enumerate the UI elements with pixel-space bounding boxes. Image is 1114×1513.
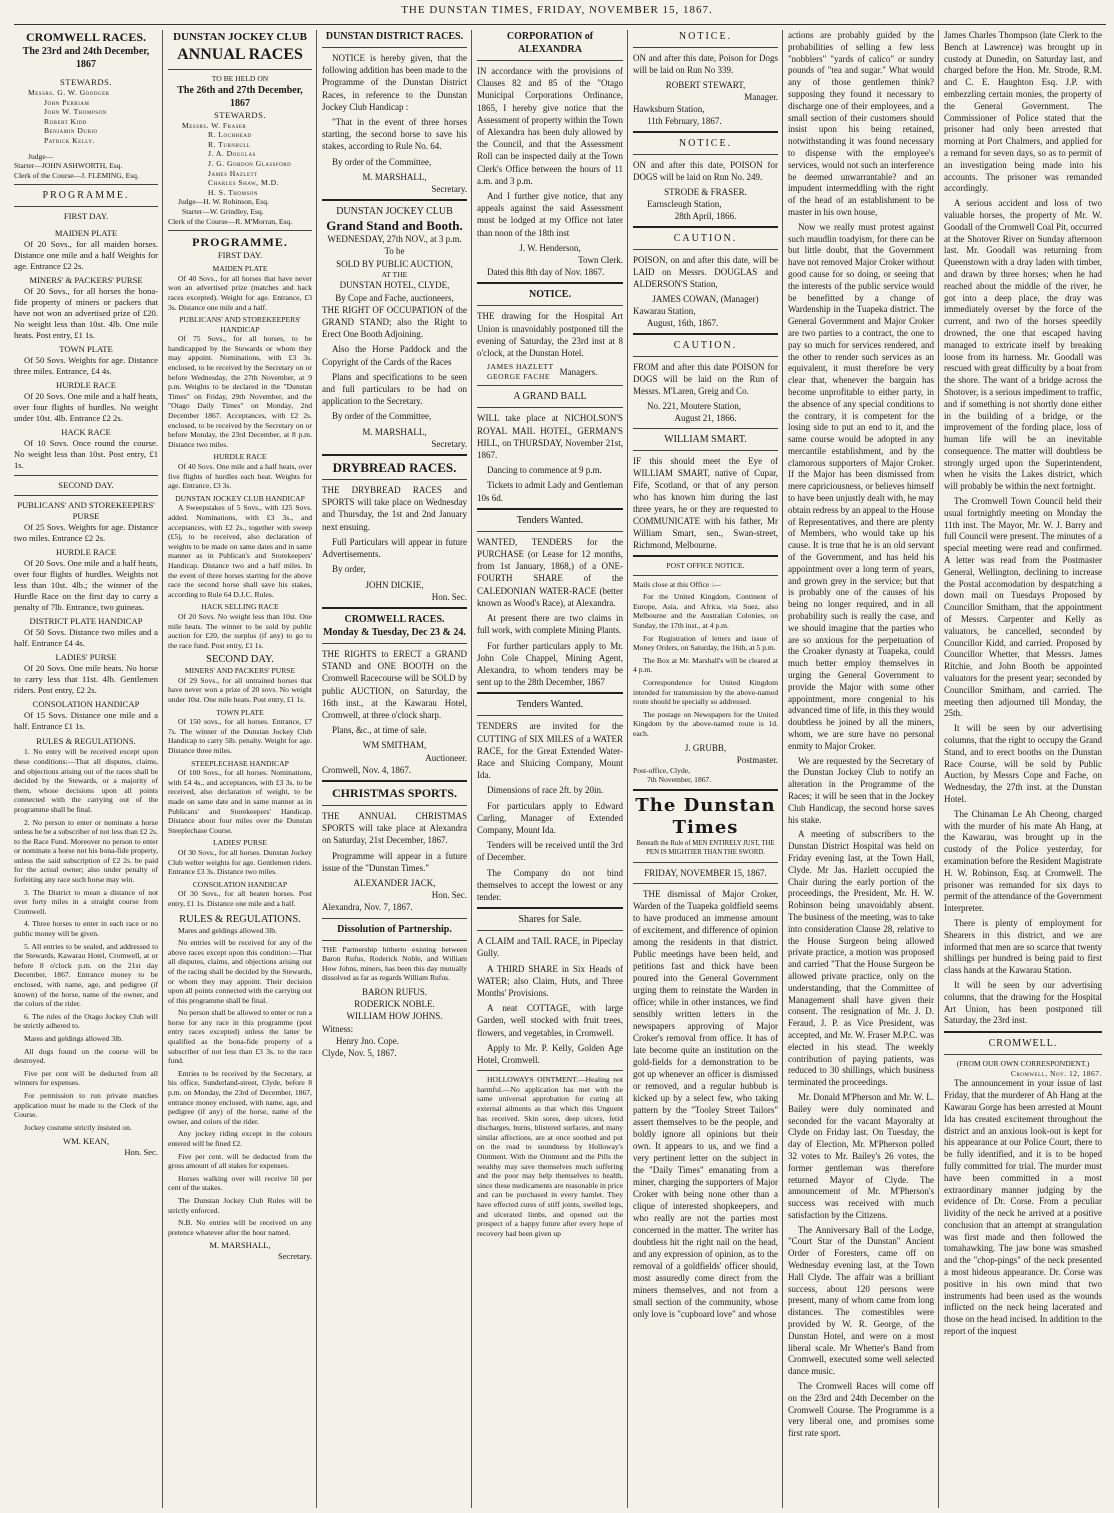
ad-title: CORPORATION of ALEXANDRA <box>506 31 594 55</box>
ad-text: IF this should meet the Eye of WILLIAM SMART, native of Cupar, Fife, Scotland, or that of any person who has known him during the last three years, he or they are requested to COMMUNICATE with his father, Mr William Smart, sen., Swan-street, Richmond, Melbourne. <box>633 456 778 550</box>
race-heading: CONSOLATION HANDICAP <box>32 699 140 710</box>
column-1 <box>10 30 162 1508</box>
race-text: Of 10 Sovs. Once round the course. No weight less than 10st. Post entry, £1 1s. <box>14 438 158 471</box>
ad-text: THE Partnership hitherto existing between Baron Rufus, Roderick Noble, and William How Johns, miners, has been this day mutually dissolved as far as regards William Rufus. <box>322 944 467 983</box>
signature: WILLIAM HOW JOHNS. <box>346 1011 443 1022</box>
signature: WM SMITHAM, <box>362 740 427 751</box>
ad-text: Correspondence for United Kingdom intended for transmission by the above-named route should be specially so addressed. <box>633 677 778 707</box>
column-7 <box>940 30 1106 1508</box>
judge: Judge—H. W. Robinson, Esq. <box>178 197 269 207</box>
ad-title: WILLIAM SMART. <box>664 434 747 445</box>
day-heading: FIRST DAY. <box>217 250 263 261</box>
column-rule <box>162 30 163 1508</box>
clerk: Clerk of the Course—R. M'Morran, Esq. <box>168 216 293 226</box>
ad-text: THE ANNUAL CHRISTMAS SPORTS will take place at Alexandra on Saturday, 21st December, 1867. <box>322 810 467 846</box>
top-rule <box>14 24 1106 25</box>
rule: N.B. No entries will be received on any pretence whatever after the hour named. <box>168 1218 312 1237</box>
ad-title: NOTICE. <box>678 138 733 149</box>
ad-text: THE drawing for the Hospital Art Union is unavoidably postponed till the evening of Saturday, the 23rd inst at 8 o'clock, at the Dunstan Hotel. <box>477 311 623 359</box>
race-heading: DUNSTAN JOCKEY CLUB HANDICAP <box>175 493 305 503</box>
ad-title: Tenders Wanted. <box>516 514 584 526</box>
ad-text: Plans, &c., at time of sale. <box>332 725 427 736</box>
ad-text: Also the Horse Paddock and the Copyright of the Cards of the Races <box>322 344 467 367</box>
signature-title: Auctioneer. <box>425 752 467 763</box>
editorial-text: actions are probably guided by the probabilities of selling a few less "nobblers" "yards of calico" or sundry pounds of "tea and sugar." What would any of those gentlemen think? supposing they found it necessary to discharge one of their employees, and a small section of their customers should insist upon his being retained, notwithstanding it was found necessary to dispense with the employee's services, would not such an interference be deemed unwarrantable? and an impudent intermeddling with the right of the head of an establishment to be master in his own house, <box>788 30 934 217</box>
column-rule <box>471 30 472 1508</box>
news-item: There is plenty of employment for Shearers in this district, and we are informed that men are so scarce that twenty shillings per hundred is being paid to first class hands at the Kawarau Station. <box>944 917 1102 976</box>
rule: Five per cent. will be deducted from the gross amount of all stakes for expenses. <box>168 1151 312 1171</box>
race-text: Of 75 Sovs., for all horses, to be handicapped by the Stewards or whom they may appoint. Nominations, with £3 3s. enclosed, to be received by the Secretary on or before Wednesday, the 27th November, at 9 p.m. Weights to be declared in the "Dunstan Times" on Friday, 29th November, and the "Otago Daily Times" on Monday, 2nd December 1867. Acceptances, with £2 2s. enclosed, to be received by the Secretary on or before Monday, the 23rd December, at 8 p.m. Distance two miles. <box>168 334 312 449</box>
rule: 2. No person to enter or nominate a horse unless he be a subscriber of not less than £2 2s. to the Race Fund. Moreover no person to enter or nominate a horse not his bona-fide property, unless the said subscription of £2 2s. be paid for the actual owner; also under penalty of forfeiting any race such horse may win. <box>14 817 158 885</box>
news-item: The Cromwell Races will come off on the 23rd and 24th December on the Cromwell Course. The Programme is a very liberal one, and promises some first rate sport. <box>788 1381 934 1439</box>
ad-text: For Registration of letters and issue of Money Orders, on Saturday, the 16th, at 5 p.m. <box>633 633 778 653</box>
column-2 <box>164 30 316 1508</box>
signature-title: Postmaster. <box>736 754 778 765</box>
ad-title: DUNSTAN DISTRICT RACES. <box>325 31 464 42</box>
editorial-text: Now we really must protest against such maudlin toadyism, for there can be but little doubt, that the Government have not removed Major Croker without good cause for so doing, or seeing that the interests of the public service would be benefitted by a change of Wardenship in the Tuapeka district. The General Government and Major Croker are two parties to a contract, the one to pay so much for services rendered, and the other to render such services as an equivalent, it must therefore be very clear that, whenever the bargain has become unprofitable to either party, in the absence of any special conditions to the contrary, it is competent for the losing side to put an end to it, and the same course would be adopted in any mercantile establishment, and by the clamorous supporters of Major Croker. If the Major has been dismissed from mere capriciousness, or believes himself to have been unjustly dealt with, he may obtain redress by an appeal to the House of Representatives, and there are plenty of Members, who would take up his cause. It is true that he is an old servant of the Government, and has held his appointment over a long term of years, and grown grey in the service; but that is probably one of the causes of his being no longer required, and in all probability such is really the case, and we should imagine that the parties who are so anxious for the perpetuation of the Croaker dynasty at Tuapeka, could much better employ themselves in urging the General Government to provide the Major with some other appointment, more congenial to his advanced time of life, in this they would doubtless be joined by all the miners, whom, we are sure have no personal enmity to Major Croker. <box>788 221 934 751</box>
race-text: Of 50 Sovs. Weights for age. Distance three miles. Entrance, £4 4s. <box>14 355 158 377</box>
section-heading: CROMWELL. <box>988 1038 1058 1050</box>
steward: Benjamin Dubio <box>44 126 98 136</box>
rule: No person shall be allowed to enter or run a horse for any race in this programme (post entry races excepted) unless the latter be qualified as the bona-fide property of a subscriber of not less than £3 3s. to the race fund. <box>168 1008 312 1066</box>
steward: Robert Kidd <box>44 116 87 126</box>
ad-dates: The 23rd and 24th December, 1867 <box>22 46 150 70</box>
signature-title: Manager. <box>744 92 778 102</box>
signature: J. W. Henderson, <box>519 242 581 253</box>
starter: Starter—W. Grindley, Esq. <box>182 206 264 216</box>
race-heading: MINERS' & PACKERS' PURSE <box>29 275 143 286</box>
ad-text: August 21, 1866. <box>674 413 737 423</box>
ad-text: August, 16th, 1867. <box>647 318 719 328</box>
race-text: Of 150 sovs., for all horses. Entrance, £7 7s. The winner of the Dunstan Jockey Club Handicap to carry 5lb. penalty. Weight for age. Distance three miles. <box>168 717 312 756</box>
ad-text: By Cope and Fache, auctioneers, <box>335 292 454 303</box>
ad-title: CROMWELL RACES. <box>344 613 445 625</box>
rule: 6. The rules of the Otago Jockey Club will be strictly adhered to. <box>14 1011 158 1031</box>
rule: Horses walking over will receive 50 per cent of the stakes. <box>168 1173 312 1193</box>
race-text: Of 20 Sovs. No weight less than 10st. One mile heats. The winner to be sold by public auction for £20, the surplus (if any) to go to the race fund. Post entry, £1 1s. <box>168 611 312 650</box>
race-heading: HACK SELLING RACE <box>201 602 279 612</box>
ad-title: CROMWELL RACES. <box>25 30 147 44</box>
race-text: Of 30 Sovs., for all beaten horses. Post entry, £1 1s. Distance one mile and a half. <box>168 889 312 908</box>
ad-text: Tenders will be received until the 3rd of December. <box>477 840 623 863</box>
news-item: It will be seen by our advertising columns, that the right to occupy the Grand Stand, and to erect booths on the Dunstan Race Course, will be sold by Public Auction, by Messrs Cope and Fache, on Wednesday, the 27th inst. at the Dunstan Hotel. <box>944 723 1102 804</box>
news-item: A meeting of subscribers to the Dunstan District Hospital was held on Friday evening last, at the Town Hall, Clyde. Mr Jas. Hazlett occupied the Chair during the early portion of the proceedings, the President, Mr. H. W. Robinson being unavoidably absent. The business of the meeting, was to take into consideration Clause 28, relative to the House Surgeon being allowed private practice, a motion was proposed and carried "That the House Surgeon be allowed private practice, only on the understanding, that the Committee of Management shall have given their consent. The resignation of Mr. J. D. Feraud, J. P. as Vice President, was accepted, and Mr. W. Fraser M.P.C. was elected in his stead. The weekly contribution of paying patients, was reduced to 30 shillings, which business terminated the proceedings. <box>788 829 934 1088</box>
editorial-text: THE dismissal of Major Croker, Warden of the Tuapeka goldfield seems to have produced an immense amount of excitement, and difference of opinion among the residents in that district. Public meetings have been held, and petitions fast and thick have been poured into the General Government urging them to reinstate the Warden in office; while in other instances, we find sensibly written letters in the newspapers approving of Major Croker's removal from office. It has of late become quite an institution on the gold-fields for a demonstration to be got up whenever an officer is dismissed or removed, and a regular hubbub is kicked up by a select few, who taking pattern by the "Tooley Street Tailors" assert themselves to be the people, and boldly ignore all opinions but their own. It appears to us, and we find a very pertinent letter on the subject in the "Daily Times" emanating from a miner, charging the supporters of Major Croker with being none other than a clique of interested shopkeepers, and who really are not the parties most concerned in the matter. The writer has doubtless hit the right nail on the head, and any expression of opinion, as to the removal of a goldfields' officer should, most assuredly come direct from the miners themselves, and not from a small section of the community, whose only love is "cupboard love" and whose <box>633 888 778 1319</box>
steward: James Hazlett <box>208 168 258 178</box>
steward: R. Turnbull <box>208 139 251 149</box>
signature-title: Hon. Sec. <box>124 1147 158 1158</box>
news-item: We are requested by the Secretary of the Dunstan Jockey Club to notify an alteration in the Programme of the Races; it will be seen that in the Jockey Club Handicap, the second horse saves his stake. <box>788 755 934 825</box>
rule: Mares and geldings allowed 3lb. <box>24 1033 123 1043</box>
signature: STRODE & FRASER. <box>664 187 747 197</box>
ad-text: Earnscleugh Station, <box>647 199 722 209</box>
ad-text: Full Particulars will appear in future Advertisements. <box>322 536 467 560</box>
race-text: Of 25 Sovs. Weights for age. Distance two miles. Entrance £2 2s. <box>14 522 158 544</box>
ad-text: WANTED, TENDERS for the PURCHASE (or Lease for 12 months, from 1st January, 1868,) of a ONE-FOURTH SHARE of the CALEDONIAN WATER-RACE (better known as Wood's Race), at Alexandra. <box>477 536 623 608</box>
judge: Judge— <box>28 151 54 161</box>
ad-text: Clyde, Nov. 5, 1867. <box>322 1047 397 1058</box>
ad-text: Programme will appear in a future issue of the "Dunstan Times." <box>322 850 467 873</box>
ad-text: The postage on Newspapers for the United Kingdom by the above-named route is 1d. each. <box>633 709 778 738</box>
ad-text: Cromwell, Nov. 4, 1867. <box>322 764 412 775</box>
rule: The Dunstan Jockey Club Rules will be strictly enforced. <box>168 1195 312 1215</box>
column-4 <box>473 30 627 1508</box>
ad-text: By order of the Committee, <box>332 156 432 167</box>
ad-text: Mails close at this Office :— <box>633 579 721 589</box>
ad-title: Tenders Wanted. <box>516 699 584 711</box>
rule: 5. All entries to be sealed, and addressed to the Stewards, Kawarau Hotel, Cromwell, at or before 8 o'clock p.m. on the 21st day December, 1867. Entrance money to be enclosed, with name, age, and pedigree (if known) of the horse, name of the owner, and the colors of the rider. <box>14 941 158 1009</box>
ad-text: Dancing to commence at 9 p.m. <box>487 465 602 476</box>
race-heading: PUBLICANS' AND STOREKEEPERS' HANDICAP <box>179 315 301 334</box>
masthead: THE DUNSTAN TIMES, FRIDAY, NOVEMBER 15, 1867. <box>401 4 713 16</box>
rule: All dogs found on the course will be destroyed. <box>14 1046 158 1066</box>
ad-text: Hawksburn Station, <box>633 104 705 114</box>
signature: M. MARSHALL, <box>362 426 427 437</box>
ad-text: POISON, on and after this date, will be LAID on Messrs. DOUGLAS and ALDERSON'S Station, <box>633 255 778 289</box>
ad-title: CAUTION. <box>673 340 738 351</box>
starter: Starter—JOHN ASHWORTH, Esq. <box>14 161 123 171</box>
ad-text: FROM and after this date POISON for DOGS will be laid on the Run of Messrs. M'Laren, Greig and Co. <box>633 362 778 396</box>
steward: J. A. Douglas <box>208 149 256 159</box>
ad-title: CHRISTMAS SPORTS. <box>332 785 457 800</box>
ad-title: Shares for Sale. <box>518 914 582 926</box>
ad-text: DUNSTAN HOTEL, CLYDE, <box>339 280 450 291</box>
ad-text: Dimensions of race 2ft. by 20in. <box>487 785 604 796</box>
news-item: A serious accident and loss of two valuable horses, the property of Mr. W. Goodall of the Cromwell Coal Pit, occurred at the Shotover River on Sunday afternoon last. Mr. Goodall was returning from Queenstown with a dray laden with timber, and drawn by three horses; when he had reached about the middle of the river, he got into a deep place, the dray was immediately overset by the force of the current, and two of the horses speedily drowned, the one that escaped having managed to extricate itself by breaking loose from its harness. Mr. Goodall was rescued with great difficulty by a boat from the shore. The want of a bridge across the Shotover, is a serious impediment to traffic, and if something is not shortly done either in the building of a bridge, or the improvement of the fording place, loss of human life will be an inevitable consequence. The matter will doubtless be strongly urged upon the Superintendent, when he visits the Lakes district, which will probably be within the next fortnight. <box>944 198 1102 492</box>
signature: M. MARSHALL, <box>362 171 427 182</box>
ad-text: THE RIGHT OF OCCUPATION of the GRAND STAND; also the Right to Erect One Booth Adjoining. <box>322 304 467 340</box>
race-text: Of 20 Sovs. One mile heats. No horse to carry less that 11st. 4lb. Gentlemen riders. Post entry, £2 2s. <box>14 663 158 696</box>
newspaper-nameplate: The Dunstan Times <box>635 794 776 838</box>
ad-text: AT THE <box>381 269 408 279</box>
ad-text: The Company do not bind themselves to accept the lowest or any tender. <box>477 867 623 902</box>
race-heading: MAIDEN PLATE <box>54 228 118 239</box>
race-text: Of 40 Sovs. One mile and a half heats, over five flights of hurdles each heat. Weights for age. Entrance, £3 3s. <box>168 462 312 491</box>
ad-text: THE DRYBREAD RACES and SPORTS will take place on Wednesday and Thursday, the 1st and 2nd January next ensuing. <box>322 485 467 532</box>
news-item: James Charles Thompson (late Clerk to the Bench at Lawrence) was brought up in custody at Dunedin, on Saturday last, and charged before the Hon. Mr. Strode, R.M. and C. E. Haughton Esq. J.P. with embezzling certain monies, the property of the General Government. The Commissioner of Police stated that the prisoner had only been arrested that morning at Port Chalmers, and applied for a remand for seven days, so as to permit of an investigation being made into his accounts. The prisoner was remanded accordingly. <box>944 30 1102 194</box>
column-3 <box>318 30 471 1508</box>
signature-title: Secretary. <box>277 1251 312 1262</box>
race-text: A Sweepstakes of 5 Sovs., with 125 Sovs. added. Nominations, with £3 3s., and acceptances, with £2 2s., together with sweep (£5), to be received, also declaration of weights to be made on same dates and in same manner as in Publican's and Storekeepers' Handicap. Distance two and a half miles. In the event of three horses starting for the above race the second horse shall save his stakes, according to Rule 64 D.J.C. Rules. <box>168 503 312 599</box>
ad-text: By order, <box>332 564 366 575</box>
ad-text: "That in the event of three horses starting, the second horse to save his stakes, according to Rule No. 64. <box>322 117 467 152</box>
race-text: Of 15 Sovs. Distance one mile and a half. Entrance £1 1s. <box>14 710 158 732</box>
rule: Jockey costume strictly insisted on. <box>24 1122 132 1132</box>
ad-text: And I further give notice, that any appeals against the said Assessment must be lodged at my Office not later than noon of the 18th inst <box>477 191 623 238</box>
ad-text: Henry Jno. Cope. <box>336 1035 399 1046</box>
ad-title: POST OFFICE NOTICE. <box>666 561 745 570</box>
ad-text: HOLLOWAYS OINTMENT.—Healing not harmful.—No application has met with the same universal approbation for curing all external ailments as that which this Unguent has received. Skin sores, deep ulcers, fetid discharges, burns, blistered surfaces, and many similar affections, are at once soothed and put on the road to soundness by Holloway's Ointment. With the Ointment and the Pills the wealthy may save themselves much suffering and the poor may help themselves to health, since these medicaments are reasonable in price and can be purchased in every hamlet. They have effected cures of stiff joints, swelled legs, and ulcerated limbs, and opened out the prospect of a happy future after every hope of recovery had been given up <box>477 1075 623 1238</box>
race-heading: LADIES' PURSE <box>213 838 267 848</box>
column-6 <box>784 30 938 1508</box>
ad-title: NOTICE. <box>529 289 571 301</box>
ad-text: IN accordance with the provisions of Clauses 82 and 85 of the "Otago Municipal Corporations Ordinance, 1865, I hereby give notice that the Assessment of property within the Town of Alexandra has been duly allowed by the Council, and that the Assessment Roll can be inspected daily at the Town Clerk's Office between the hours of 11 a.m. and 3 p.m. <box>477 66 623 186</box>
news-item: The Chinaman Le Ah Cheong, charged with the murder of his mate Ah Hang, at the Kawarau, was brought up in the custody of the Police yesterday, for examination before the Resident Magistrate H. W. Robinson, Esq. at Cromwell. The prisoner was remanded for six days to permit of the attendance of the Government Interpreter. <box>944 808 1102 914</box>
ad-text: Post-office, Clyde, <box>633 765 691 775</box>
programme-heading: PROGRAMME. <box>192 235 288 250</box>
race-heading: LADIES' PURSE <box>55 652 117 663</box>
steward: R. Lochhead <box>208 130 252 140</box>
steward: Messrs. W. Fraser <box>182 120 247 130</box>
ad-text: Plans and specifications to be seen and full particulars to be had on application to the Secretary. <box>322 371 467 407</box>
rules-heading: RULES & REGULATIONS. <box>36 736 136 747</box>
manager-name: JAMES HAZLETT <box>487 362 554 372</box>
dateline: Cromwell, Nov. 12, 1867. <box>1010 1068 1102 1078</box>
race-text: Of 29 Sovs., for all untrained horses that have never won a prize of 20 sovs. No weight under 10st. One mile heats. Post entry, £1 1s. <box>168 675 312 705</box>
rule: 1. No entry will be received except upon these conditions:—That all disputes, claims, and objections arising out of the races shall be decided by the Stewards, or a majority of them, whose decisions upon all points connected with the carrying out of the programme shall be final. <box>14 747 158 814</box>
rules-heading: RULES & REGULATIONS. <box>179 913 301 925</box>
race-text: Of 20 Sovs., for all maiden horses. Distance one mile and a half Weights for age. Entrance £2 2s. <box>14 239 158 272</box>
ad-text: Kawarau Station, <box>633 306 696 316</box>
day-heading: SECOND DAY. <box>206 654 274 666</box>
ad-text: No. 221, Moutere Station, <box>647 401 741 411</box>
ad-text: Apply to Mr. P. Kelly, Golden Age Hotel, Cromwell. <box>477 1042 623 1065</box>
signature-title: Secretary. <box>431 438 467 449</box>
ad-text: For particulars apply to Edward Carling, Manager of Extended Company, Mount Ida. <box>477 800 623 835</box>
news-item: The announcement in your issue of last Friday, that the murderer of Ah Hang at the Kawarau Gorge has been arrested at Mount Ida has created excitement throughout the district and an anxious look-out is kept for his appearance at our Police Court, there to be fully identified, and it is to be hoped fully committed for trial. The murder must have been committed in a most extraordinary manner judging by the evidence of Dr. Corse. From a peculiar lividity of the neck he arrived at a positive conclusion that an attempt at strangulation was first made and then followed the tomahawking. The jaw bone was smashed and the "chop-pings" of the neck presented a most hideous appearance. Dr. Corse was positive in his own mind that two instruments had been used as the wounds inflicted on the neck being lacerated and those on the head incised. In addition to the report of the inquest <box>944 1078 1102 1337</box>
steward: H. S. Thomson <box>208 187 258 197</box>
column-rule <box>627 30 628 1508</box>
ad-text: WEDNESDAY, 27th NOV., at 3 p.m. <box>327 234 462 245</box>
stewards-heading: STEWARDS. <box>59 77 112 87</box>
race-text: Of 50 Sovs. Distance two miles and a half. Entrance £4 4s. <box>14 627 158 649</box>
race-heading: HURDLE RACE <box>56 380 116 391</box>
ad-title: Grand Stand and Booth. <box>326 218 463 234</box>
programme-heading: PROGRAMME. <box>42 190 130 202</box>
news-item: It will be seen by our advertising columns, that the drawing for the Hospital Art Union, has been postponed till Saturday, the 23rd inst. <box>944 979 1102 1026</box>
signature: M. MARSHALL, <box>209 1240 271 1251</box>
column-rule <box>938 30 939 1508</box>
signature: JAMES COWAN, (Manager) <box>652 294 759 304</box>
ad-text: Alexandra, Nov. 7, 1867. <box>322 902 413 913</box>
ad-text: 7th November, 1867. <box>647 775 712 785</box>
column-rule <box>316 30 317 1508</box>
steward: Patrick Kelly. <box>44 135 95 145</box>
ad-text: Witness: <box>322 1023 354 1034</box>
ad-title: Monday & Tuesday, Dec 23 & 24. <box>323 626 466 638</box>
race-heading: PUBLICANS' AND STOREKEEPERS' PURSE <box>17 500 155 522</box>
race-heading: TOWN PLATE <box>59 344 113 355</box>
ad-text: ON and after this date, Poison for Dogs will be laid on Run No 339. <box>633 53 778 75</box>
ad-text: ON and after this date, POISON for DOGS will be laid on Run No. 249. <box>633 160 778 182</box>
news-item: The Anniversary Ball of the Lodge, "Court Star of the Dunstan" Ancient Order of Foresters, came off on Wednesday evening last, at the Town Hall Clyde. The affair was a brilliant success, about 120 persons were present, many of whom came from long distances. The comestibles were provided by W. R. George, of the Dunstan Hotel, and were on a most liberal scale. Mr Whetter's Band from Cromwell, executed some well selected dance music. <box>788 1224 934 1377</box>
ad-title: A GRAND BALL <box>513 391 587 403</box>
signature: ROBERT STEWART, <box>665 80 746 90</box>
column-rule <box>782 30 783 1508</box>
signature: WM. KEAN, <box>62 1136 110 1147</box>
column-5 <box>629 30 782 1508</box>
clerk: Clerk of the Course—J. FLEMING, Esq. <box>14 170 139 180</box>
steward: John Perriam <box>44 97 90 107</box>
news-item: Mr. Donald M'Pherson and Mr. W. L. Bailey were duly nominated and seconded for the vacant Mayoralty at Clyde on Friday last. On Tuesday, the day of Election, Mr. M'Pherson polled 32 votes to Mr. Bailey's 26 votes, the former gentleman was therefore returned Mayor of Clyde. The announcement of Mr. M'Pherson's success was received with much satisfaction by the Citizens. <box>788 1091 934 1220</box>
signature: JOHN DICKIE, <box>365 579 424 590</box>
steward: Charles Shaw, M.D. <box>208 178 280 188</box>
motto: Beneath the Rule of MEN ENTIRELY JUST, THE PEN IS MIGHTIER THAN THE SWORD. <box>636 839 775 857</box>
ad-text: The Box at Mr. Marshall's will be cleared at 4 p.m. <box>633 655 778 675</box>
stewards-heading: STEWARDS. <box>213 109 266 120</box>
ad-text: To be <box>384 246 405 257</box>
ad-text: THE RIGHTS to ERECT a GRAND STAND and ONE BOOTH on the Cromwell Racecourse will be SOLD by public AUCTION, on Saturday, the 16th inst., at the Kawarau Hotel, Cromwell, at three o'clock sharp. <box>322 648 467 720</box>
race-heading: STEEPLECHASE HANDICAP <box>191 758 289 768</box>
race-text: Of 30 Sovs., for all horses. Dunstan Jockey Club welter weights for age. Gentlemen riders. Entrance £3 3s. Distance two miles. <box>168 847 312 877</box>
race-text: Of 20 Sovs., for all horses the bona-fide property of miners or packers that have not won an advertised prize of £20. No weight less than 10st. 4lb. One mile heats. Post entry, £1 1s. <box>14 286 158 341</box>
ad-text: SOLD BY PUBLIC AUCTION, <box>336 258 453 269</box>
steward: John W. Thompson <box>44 107 107 117</box>
ad-text: At present there are two claims in full work, with complete Mining Plants. <box>477 613 623 636</box>
ad-dates: The 26th and 27th December, 1867 <box>177 84 303 109</box>
ad-text: WILL take place at NICHOLSON'S ROYAL MAIL HOTEL, GERMAN'S HILL, on THURSDAY, November 21st, 1867. <box>477 413 623 461</box>
issue-date: FRIDAY, NOVEMBER 15, 1867. <box>644 867 767 878</box>
signature-title: Secretary. <box>431 184 467 195</box>
day-heading: FIRST DAY. <box>63 211 109 222</box>
race-heading: MINERS' AND PACKERS' PURSE <box>184 666 296 676</box>
ad-text: By order of the Committee, <box>332 411 432 422</box>
managers-label: Managers. <box>559 366 598 377</box>
race-heading: CONSOLATION HANDICAP <box>192 879 288 889</box>
ad-title: Dissolution of Partnership. <box>337 923 452 935</box>
race-heading: MAIDEN PLATE <box>212 264 268 274</box>
rule: Entries to be received by the Secretary, at his office, Sunderland-street, Clyde, before 8 p.m. on Monday, the 23rd of December, 1867, entrance money enclosed, with name, age, and pedigree (if any) of the horse, name of the owner, and colors of the rider. <box>168 1068 312 1126</box>
signature: BARON RUFUS. <box>361 986 428 997</box>
rule: No entries will be received for any of the above races except upon this condition:—That all disputes, claims, and objections arising out of the racing shall be decided by the Stewards, or whom they may appoint. Their decision upon all points connected with the carrying out of this programme shall be final. <box>168 938 312 1005</box>
ad-text: Tickets to admit Lady and Gentleman 10s 6d. <box>477 480 623 503</box>
signature-title: Hon. Sec. <box>431 591 467 602</box>
signature: ALEXANDER JACK, <box>353 877 436 888</box>
ad-text: For further particulars apply to Mr. John Cole Chappel, Mining Agent, Alexandra, to whom tenders may be sent up to the 28th December, 1867 <box>477 640 623 688</box>
day-heading: SECOND DAY. <box>58 480 114 491</box>
race-heading: HURDLE RACE <box>213 452 267 462</box>
rule: Mares and geldings allowed 3lb. <box>178 925 277 935</box>
ad-title: NOTICE. <box>678 31 733 42</box>
race-heading: DISTRICT PLATE HANDICAP <box>29 616 143 627</box>
ad-text: TENDERS are invited for the CUTTING of SIX MILES of a WATER RACE, for the Great Extended Water-Race and Sluicing Company, Mount Ida. <box>477 721 623 781</box>
race-text: Of 100 Sovs., for all horses. Nominations, with £4 4s., and acceptances, with £3 3s. to be received, also declaration of weight, to be made on same date and in same manner as in Publicans' and Storekeepers' Handicap. Distance about four miles over the Dunstan Steeplechase Course. <box>168 768 312 835</box>
rule: 4. Three horses to enter in each race or no public money will be given. <box>14 919 158 939</box>
race-heading: HURDLE RACE <box>56 547 116 558</box>
steward: J. G. Gordon Glassford <box>208 158 292 168</box>
ad-text: For the United Kingdom, Continent of Europe, Asia, and Africa, via Suez, also Melbourne and the Australian Colonies, on Sunday, the 17th inst., at 4 p.m. <box>633 592 778 630</box>
signature-title: Hon. Sec. <box>431 890 467 901</box>
ad-text: A CLAIM and TAIL RACE, in Pipeclay Gully. <box>477 936 623 959</box>
ad-title-2: ANNUAL RACES <box>177 46 303 63</box>
ad-text: 28th April, 1866. <box>674 211 737 221</box>
signature: RODERICK NOBLE. <box>354 999 435 1010</box>
race-text: Of 20 Sovs. One mile and a half heats, over four flights of hurdles. No weight under 10st. 4lb. Entrance £2 2s. <box>14 391 158 424</box>
ad-text: A neat COTTAGE, with large Garden, well stocked with fruit trees, flowers, and vegetables, in Cromwell. <box>477 1003 623 1038</box>
manager-name: GEORGE FACHE <box>487 371 551 381</box>
ad-title: DRYBREAD RACES. <box>332 460 457 476</box>
race-text: Of 20 Sovs. One mile and a half heats, over four flights of hurdles. Weights not less than 10st. 4lb.; the winner of the Hurdle Race on the first day to carry a penalty of 7lb. Entrance, two guineas. <box>14 558 158 613</box>
signature-title: Town Clerk. <box>578 255 623 266</box>
rule: Any jockey riding except in the colours entered will be fined £2. <box>168 1129 312 1148</box>
rule: Five per cent will be deducted from all winners for expenses. <box>14 1068 158 1088</box>
correspondent-label: (FROM OUR OWN CORRESPONDENT.) <box>956 1059 1090 1069</box>
race-heading: HACK RACE <box>61 427 111 438</box>
ad-title: DUNSTAN JOCKEY CLUB <box>336 206 453 218</box>
ad-text: A THIRD SHARE in Six Heads of WATER; also Claim, Huts, and Three Months' Provisions. <box>477 963 623 998</box>
ad-title: DUNSTAN JOCKEY CLUB <box>173 31 307 43</box>
race-heading: TOWN PLATE <box>216 707 264 717</box>
steward: Messrs. G. W. Goodger <box>28 88 110 97</box>
ad-text: NOTICE is hereby given, that the following addition has been made to the Programme of the Dunstan District Races, in reference to the Dunstan Jockey Club Handicap : <box>322 53 467 112</box>
ad-text: 11th February, 1867. <box>647 116 722 126</box>
signature: J. GRUBB, <box>684 742 727 753</box>
ad-text: Dated this 8th day of Nov. 1867. <box>487 267 605 278</box>
held-text: TO BE HELD ON <box>211 74 269 83</box>
news-item: The Cromwell Town Council held their usual fortnightly meeting on Monday the 11th inst. The Mayor, Mr. W. J. Barry and full Council were present. The minutes of a special meeting were read and confirmed. A letter was read from the Postmaster General, Wellington, declining to increase the Postal accomodation by despatching a down mail on Tuesdays Proposed by Councillor Smitham, that the appointment of Messrs. Carpenter and Kelly as valuators, be cancelled, seconded by Councillor Kidd, and carried. Proposed by Councillor Whetter, that Messrs. James Ritchie, and John Booth be appointed valuators for the present year; seconded by Councillor Smitham, and carried. The meeting then adjourned till Monday, the 25th. <box>944 496 1102 719</box>
ad-title: CAUTION. <box>673 233 738 244</box>
race-text: Of 40 Sovs., for all horses that have never won an advertised prize (matches and hack races excepted). Weight for age. Entrance, £3 3s. Distance one mile and a half. <box>168 273 312 312</box>
rule: For permission to run private matches application must be made to the Clerk of the Course. <box>14 1090 158 1120</box>
rule: 3. The District to mean a distance of not over forty miles in a straight course from Cromwell. <box>14 887 158 916</box>
